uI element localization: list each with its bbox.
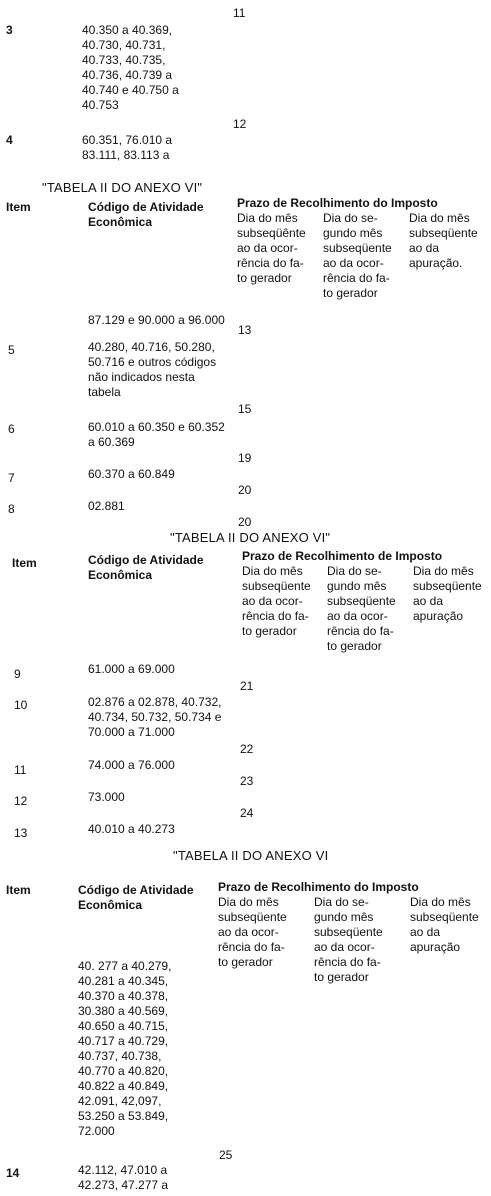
item-number-8: 8 xyxy=(8,502,15,516)
activity-codes-14: 42.112, 47.010 a 42.273, 47.277 a xyxy=(78,1163,169,1192)
activity-codes-9: 61.000 a 69.000 xyxy=(88,662,175,676)
activity-codes-10: 02.876 a 02.878, 40.732, 40.734, 50.732, 50.734 e 70.000 a 71.000 xyxy=(88,695,222,739)
item-number-13: 13 xyxy=(14,826,28,840)
column-2-header-3: Dia do se- gundo mês subseqüente ao da ocor- rência do fa- to gerador xyxy=(314,895,383,984)
activity-codes-7: 60.370 a 60.849 xyxy=(88,467,175,481)
table-title-1: "TABELA II DO ANEXO VI" xyxy=(42,180,203,195)
activity-codes-list: 40. 277 a 40.279, 40.281 a 40.345, 40.370 a 40.378, 30.380 a 40.569, 40.650 a 40.715, 40.717 a 40.729, 40.737, 40.738, 40.770 a 40.820, 40.822 a 40.849, 42.091, 42,097, 53.250 a 53.849, 72.000 xyxy=(78,959,172,1138)
column-1-header-2: Dia do mês subseqüente ao da ocor- rência do fa- to gerador xyxy=(242,564,311,638)
activity-codes-5: 40.280, 40.716, 50.280, 50.716 e outros códigos não indicados nesta tabela xyxy=(88,340,217,399)
header-item-2: Item xyxy=(12,556,37,570)
day-number-22: 22 xyxy=(240,742,254,756)
column-2-header-2: Dia do se- gundo mês subseqüente ao da ocor- rência do fa- to gerador xyxy=(327,564,396,653)
activity-codes-continued: 87.129 e 90.000 a 96.000 xyxy=(88,313,225,327)
table-title-3: "TABELA II DO ANEXO VI xyxy=(173,848,329,863)
item-number-9: 9 xyxy=(14,667,21,681)
item-number-7: 7 xyxy=(8,471,15,485)
item-number-10: 10 xyxy=(14,698,28,712)
item-number-3: 3 xyxy=(6,23,13,37)
header-activity-code-2: Código de Atividade Econômica xyxy=(88,553,204,582)
day-number-11: 11 xyxy=(233,6,246,20)
table-title-2: "TABELA II DO ANEXO VI" xyxy=(170,530,331,545)
column-3-header-1: Dia do mês subseqüente ao da apuração. xyxy=(409,211,478,270)
header-activity-code-3: Código de Atividade Econômica xyxy=(78,883,194,912)
activity-codes-11: 74.000 a 76.000 xyxy=(88,758,175,772)
item-number-5: 5 xyxy=(8,343,15,357)
activity-codes-4: 60.351, 76.010 a 83.111, 83.113 a xyxy=(82,133,173,162)
day-number-21: 21 xyxy=(240,679,254,693)
activity-codes-13: 40.010 a 40.273 xyxy=(88,822,175,836)
header-deadline-1: Prazo de Recolhimento do Imposto xyxy=(237,196,438,210)
header-item-3: Item xyxy=(6,883,31,897)
activity-codes-12: 73.000 xyxy=(88,790,125,804)
item-number-14: 14 xyxy=(6,1166,20,1180)
day-number-25: 25 xyxy=(219,1148,233,1162)
column-1-header-1: Dia do mês subseqüênte ao da ocor- rência do fa- to gerador xyxy=(237,211,306,285)
column-3-header-2: Dia do mês subseqüente ao da apuração xyxy=(413,564,482,623)
item-number-6: 6 xyxy=(8,422,15,436)
day-number-20-b: 20 xyxy=(238,515,252,529)
day-number-13: 13 xyxy=(238,323,252,337)
day-number-15: 15 xyxy=(238,402,252,416)
day-number-19: 19 xyxy=(238,451,252,465)
column-3-header-3: Dia do mês subseqüente ao da apuração xyxy=(410,895,479,954)
column-1-header-3: Dia do mês subseqüente ao da ocor- rência do fa- to gerador xyxy=(218,895,287,969)
day-number-20: 20 xyxy=(238,483,252,497)
item-number-11: 11 xyxy=(14,763,27,777)
activity-codes-3: 40.350 a 40.369, 40.730, 40.731, 40.733, 40.735, 40.736, 40.739 a 40.740 e 40.750 a 40.753 xyxy=(82,23,179,112)
activity-codes-6: 60.010 a 60.350 e 60.352 a 60.369 xyxy=(88,420,225,449)
item-number-4: 4 xyxy=(6,133,13,147)
day-number-12: 12 xyxy=(233,117,247,131)
day-number-24: 24 xyxy=(240,806,254,820)
header-deadline-3: Prazo de Recolhimento do Imposto xyxy=(218,880,419,894)
column-2-header-1: Dia do se- gundo mês subseqüente ao da ocor- rência do fa- to gerador xyxy=(323,211,392,300)
day-number-23: 23 xyxy=(240,774,254,788)
item-number-12: 12 xyxy=(14,794,28,808)
header-activity-code-1: Código de Atividade Econômica xyxy=(88,200,204,229)
header-deadline-2: Prazo de Recolhimento de Imposto xyxy=(242,549,443,563)
header-item-1: Item xyxy=(6,200,31,214)
activity-codes-8: 02.881 xyxy=(88,499,125,513)
